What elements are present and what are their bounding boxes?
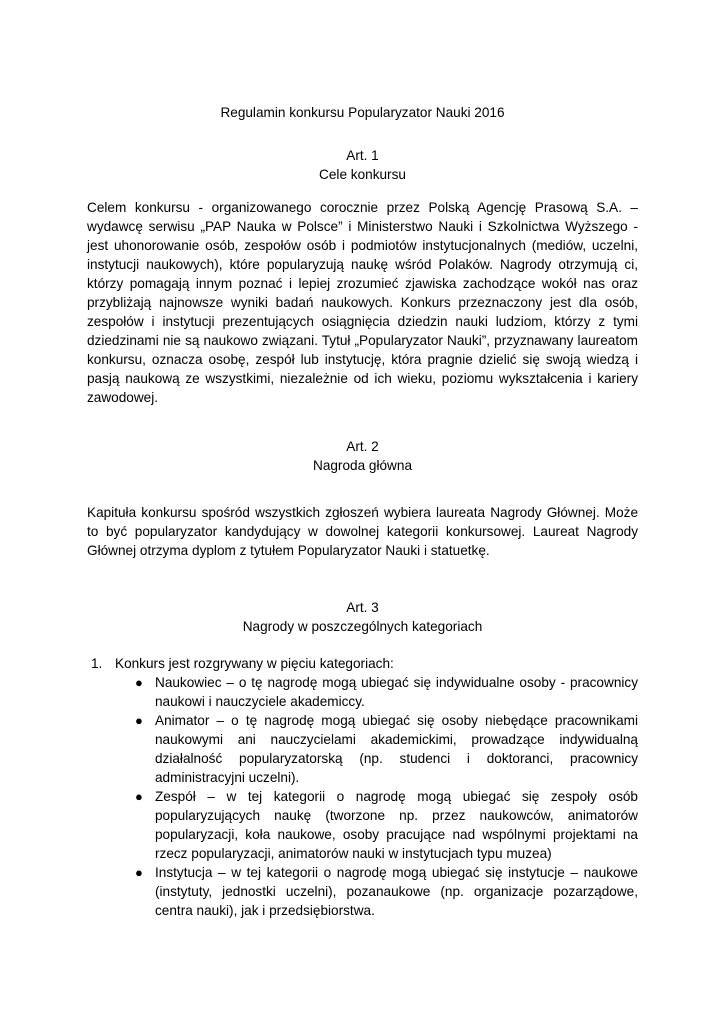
article-1-heading: Cele konkursu: [319, 167, 406, 182]
article-1: [87, 146, 638, 184]
article-3: [87, 598, 638, 636]
bullet-item-zespol: ● Zespół – w tej kategorii o nagrodę mogą ubiegać się zespoły osób popularyzujących naukę (tworzone np. przez naukowców, animatorów popularyzacji, koła naukowe, osoby pracujące nad wspólnymi projektami na rzecz popularyzacji, animatorów nauki w instytucjach typu muzea): [135, 789, 638, 861]
list-item-1: [87, 654, 638, 673]
article-2-number: Art. 2: [346, 439, 379, 454]
bullet-item-animator: ● Animator – o tę nagrodę mogą ubiegać się osoby niebędące pracownikami naukowymi ani nauczycielami akademickimi, prowadzące indywidualną działalność popularyzatorską (np. studenci i doktoranci, pracownicy administracyjni uczelni).: [135, 713, 638, 785]
bullet-item-naukowiec: ● Naukowiec – o tę nagrodę mogą ubiegać się indywidualne osoby - pracownicy naukowi i nauczyciele akademiccy.: [135, 675, 638, 709]
article-2-heading: Nagroda główna: [313, 458, 412, 473]
article-1-body: [87, 198, 638, 407]
article-1-number: Art. 1: [346, 148, 379, 163]
article-2: [87, 437, 638, 475]
article-2-body: [87, 503, 638, 560]
article-3-heading: Nagrody w poszczególnych kategoriach: [242, 619, 483, 634]
article-3-list: [87, 654, 638, 920]
bullet-item-instytucja: ● Instytucja – w tej kategorii o nagrodę mogą ubiegać się instytucje – naukowe (instytuty, jednostki uczelni), pozanaukowe (np. organizacje pozarządowe, centra nauki), jak i przedsiębiorstwa.: [135, 865, 638, 918]
bullet-icon: ●: [135, 865, 143, 880]
category-bullet-list: [87, 673, 638, 920]
list-item-1-text: Konkurs jest rozgrywany w pięciu kategoriach:: [115, 656, 394, 671]
article-3-number: Art. 3: [346, 600, 379, 615]
document-title: Regulamin konkursu Popularyzator Nauki 2016: [220, 104, 505, 120]
bullet-icon: ●: [135, 789, 143, 804]
bullet-icon: ●: [135, 675, 143, 690]
bullet-icon: ●: [135, 713, 143, 728]
article-2-text: Kapituła konkursu spośród wszystkich zgłoszeń wybiera laureata Nagrody Głównej. Może to być popularyzator kandydujący w dowolnej kategorii konkursowej. Laureat Nagrody Głównej otrzyma dyplom z tytułem Popularyzator Nauki i statuetkę.: [87, 505, 638, 558]
article-1-text: Celem konkursu - organizowanego corocznie przez Polską Agencję Prasową S.A. – wydawcę serwisu „PAP Nauka w Polsce” i Ministerstwo Nauki i Szkolnictwa Wyższego - jest uhonorowanie osób, zespołów osób i podmiotów instytucjonalnych (mediów, uczelni, instytucji naukowych), które popularyzują naukę wśród Polaków. Nagrody otrzymują ci, którzy pomagają innym poznać i lepiej zrozumieć zjawiska zachodzące wokół nas oraz przybliżają najnowsze wyniki badań naukowych. Konkurs przeznaczony jest dla osób, zespołów i instytucji prezentujących osiągnięcia dziedzin nauki ludziom, którzy z tymi dziedzinami nie są naukowo związani. Tytuł „Popularyzator Nauki”, przyznawany laureatom konkursu, oznacza osobę, zespół lub instytucję, która pragnie dzielić się swoją wiedzą i pasją naukową ze wszystkimi, niezależnie od ich wieku, poziomu wykształcenia i kariery zawodowej.: [87, 200, 638, 405]
list-item-1-marker: 1.: [91, 656, 103, 671]
